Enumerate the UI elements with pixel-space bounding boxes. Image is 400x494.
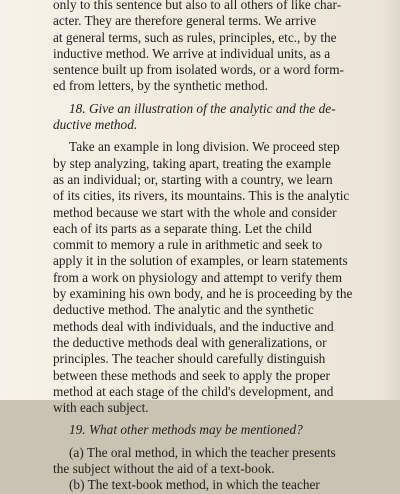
question-line: 18. Give an illustration of the analytic and the de- (69, 100, 336, 116)
text-line: commit to memory a rule in arithmetic and seek to (53, 237, 323, 253)
text-line: method because we start with the whole and consider (53, 204, 337, 220)
question-line: 19. What other methods may be mentioned? (69, 422, 303, 438)
text-line: each of its parts as a separate thing. Let the child (53, 220, 312, 236)
question-line: ductive method. (53, 117, 138, 133)
text-line: only to this sentence but also to all others of like char- (53, 0, 342, 12)
text-line: (a) The oral method, in which the teacher presents (69, 444, 336, 460)
text-line: by step analyzing, taking apart, treating the example (53, 155, 332, 171)
answer-18 (53, 139, 371, 416)
text-line: apply it in the solution of examples, or learn statements (53, 253, 348, 269)
text-line: from a work on physiology and attempt to verify them (53, 269, 343, 285)
text-line: acter. They are therefore general terms. We arrive (53, 13, 317, 29)
question-19 (53, 422, 371, 438)
text-line: Take an example in long division. We proceed step (69, 139, 340, 155)
text-line: between these methods and seek to apply the proper (53, 367, 330, 383)
text-line: the subject without the aid of a text-book. (53, 461, 275, 477)
text-line: ed from letters, by the synthetic method. (53, 78, 268, 94)
text-line: principles. The teacher should carefully distinguish (53, 351, 326, 367)
text-line: as an individual; or, starting with a country, we learn (53, 171, 333, 187)
text-line: at general terms, such as rules, principles, etc., by the (53, 29, 337, 45)
text-line: of its cities, its rivers, its mountains. This is the analytic (53, 188, 350, 204)
text-line: sentence built up from isolated words, or a word form- (53, 62, 344, 78)
text-line: by examining his own body, and he is proceeding by the (53, 286, 353, 302)
answer-19 (53, 445, 371, 494)
text-line: the deductive methods deal with generalizations, or (53, 334, 327, 350)
page-text (53, 0, 371, 494)
text-line: with each subject. (53, 400, 149, 416)
page-shadow (382, 0, 400, 400)
text-line: methods deal with individuals, and the inductive and (53, 318, 334, 334)
top-paragraph (53, 0, 371, 95)
text-line: method at each stage of the child's development, and (53, 383, 334, 399)
text-line: (b) The text-book method, in which the teacher (69, 477, 320, 493)
question-18 (53, 101, 371, 134)
text-line: deductive method. The analytic and the synthetic (53, 302, 314, 318)
text-line: inductive method. We arrive at individual units, as a (53, 45, 331, 61)
